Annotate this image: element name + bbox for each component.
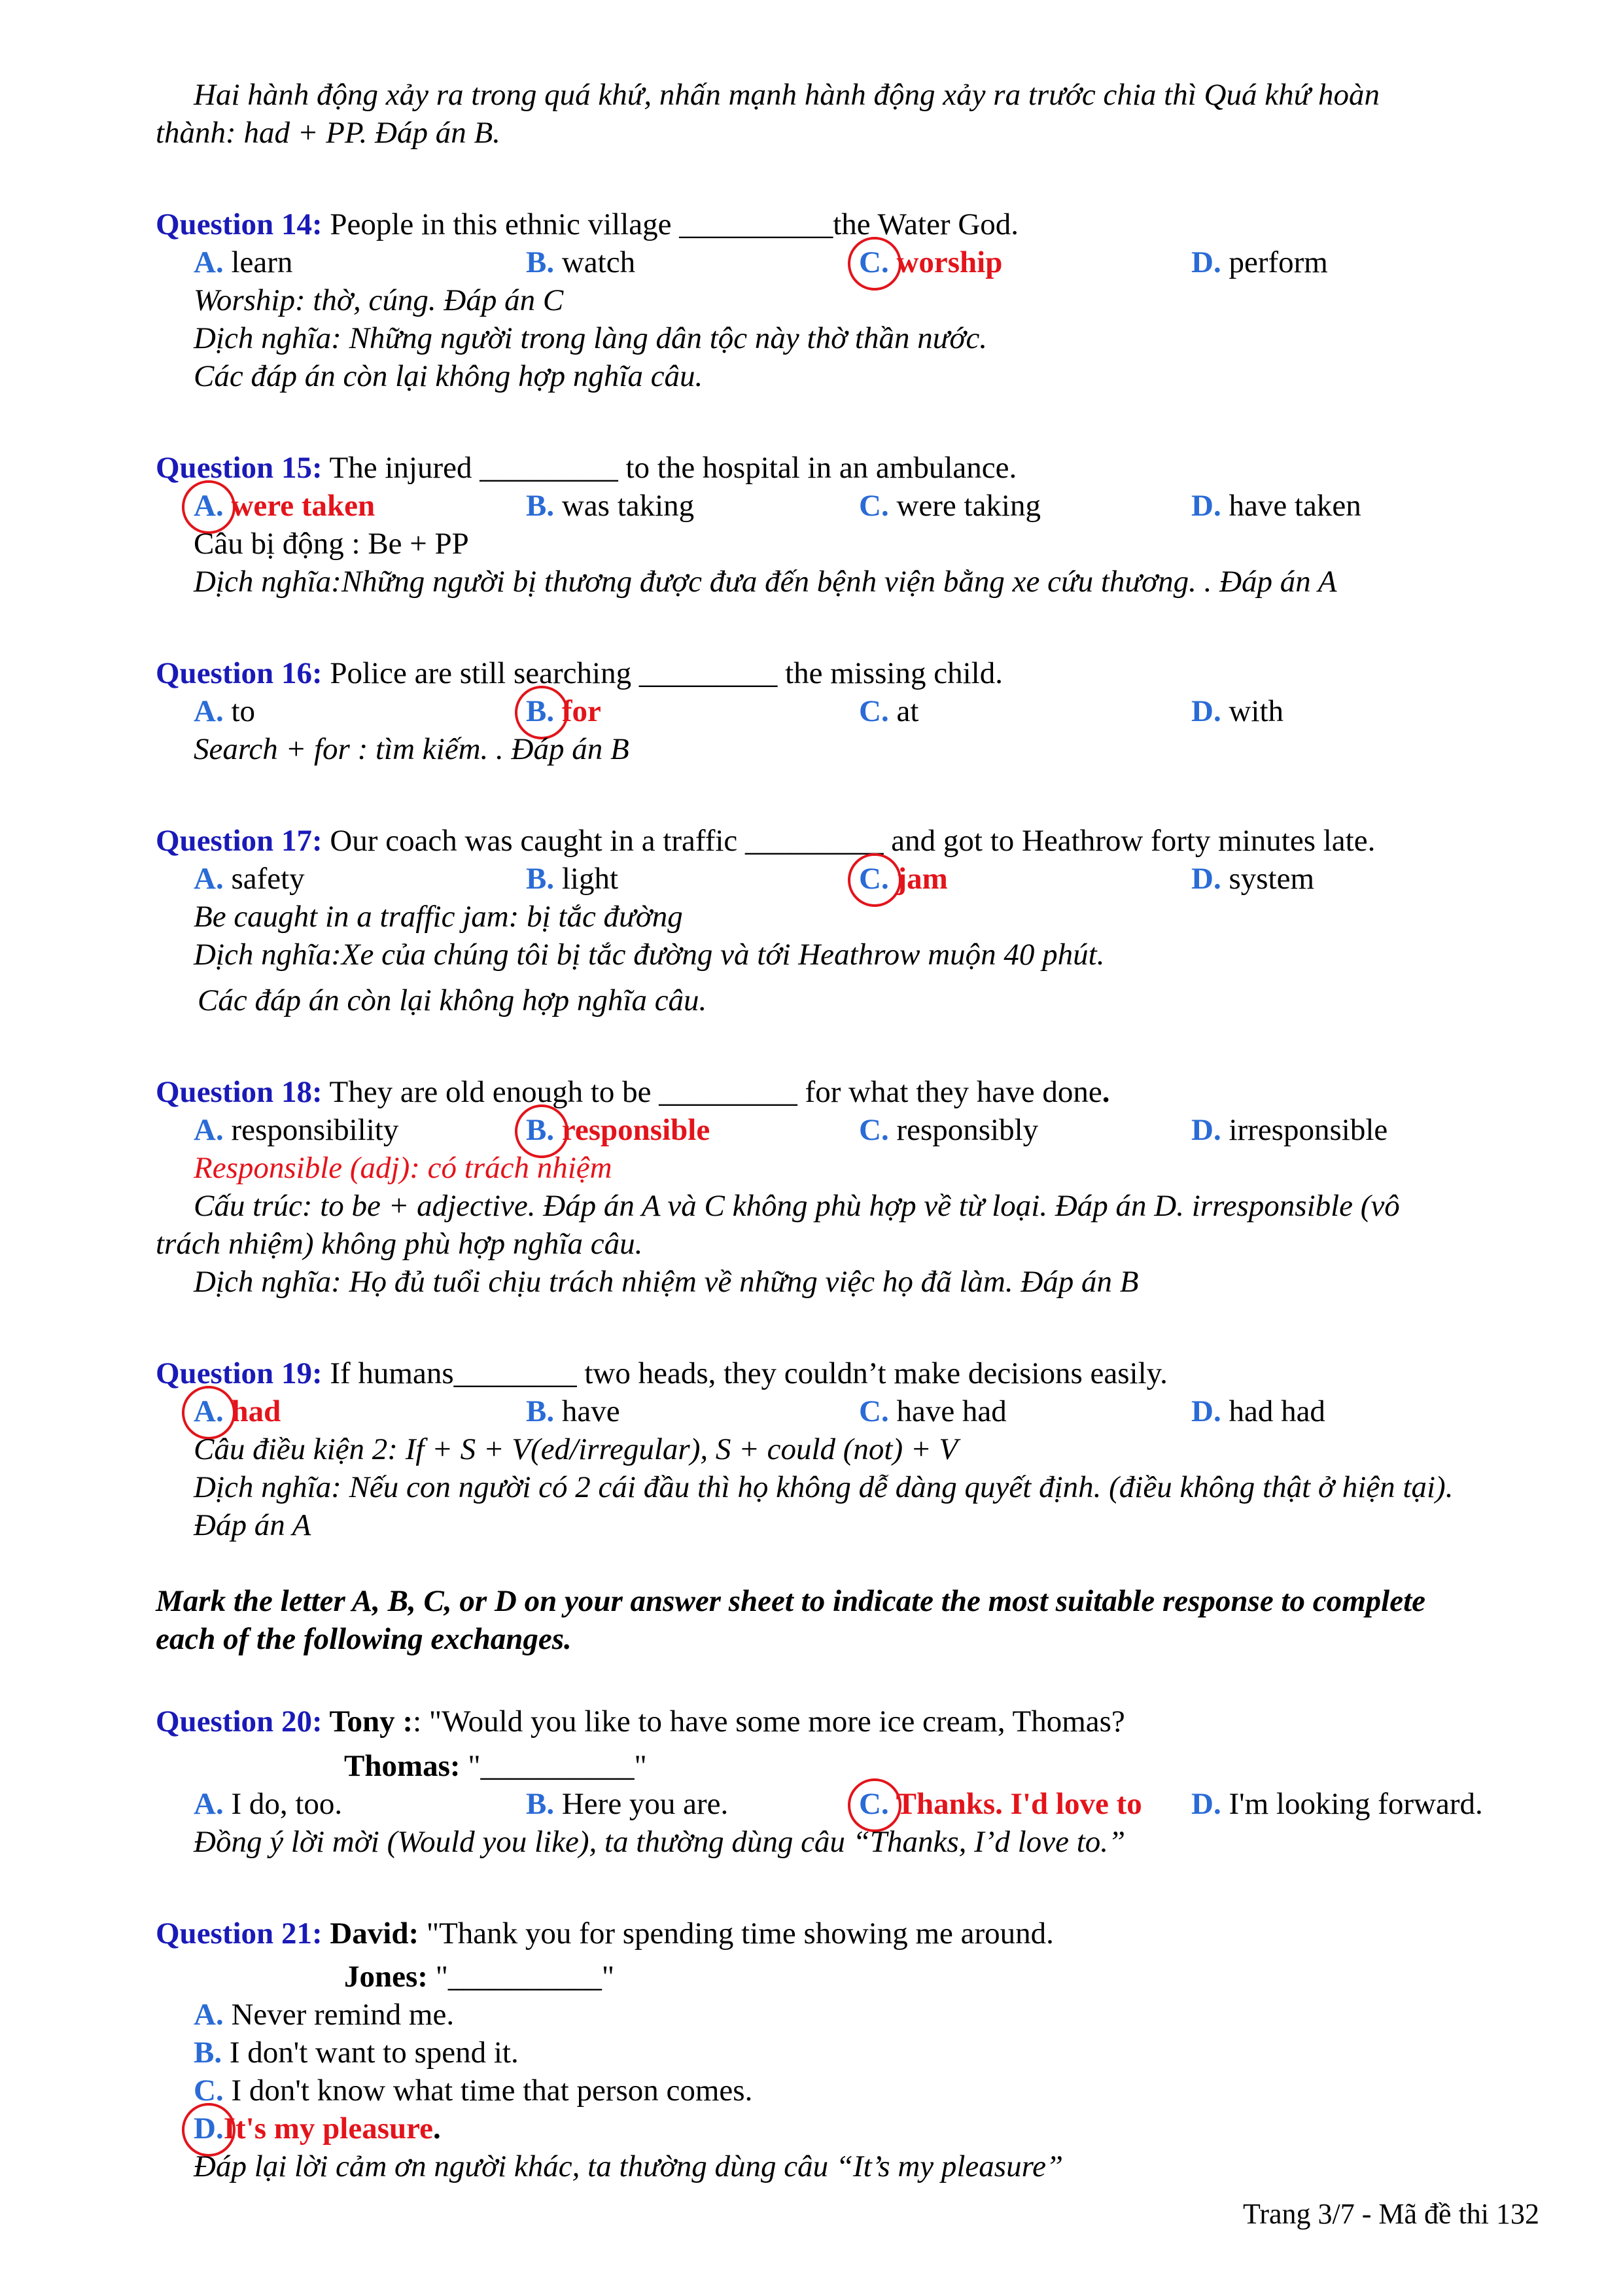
explanation-line: Các đáp án còn lại không hợp nghĩa câu. — [198, 983, 707, 1017]
explanation-line: Các đáp án còn lại không hợp nghĩa câu. — [194, 359, 703, 393]
option-b: B. have — [526, 1394, 620, 1428]
question-17 — [156, 826, 1375, 857]
option-d: D. irresponsible — [1191, 1113, 1388, 1147]
option-d: D. perform — [1191, 245, 1328, 279]
answer-circle — [182, 2103, 236, 2157]
question-stem: If humans________ two heads, they couldn’t make decisions easily. — [322, 1356, 1168, 1390]
question-label: Question 14: — [156, 207, 323, 241]
option-d: D. had had — [1191, 1394, 1325, 1428]
intro-line-2: thành: had + PP. Đáp án B. — [156, 116, 500, 150]
option-a-correct: A. had — [194, 1394, 281, 1428]
explanation-line-highlight: Responsible (adj): có trách nhiệm — [194, 1151, 612, 1185]
explanation-line: trách nhiệm) không phù hợp nghĩa câu. — [156, 1227, 643, 1261]
answer-circle — [182, 480, 236, 534]
answer-circle — [848, 237, 901, 291]
question-label: Question 20: — [156, 1704, 323, 1739]
option-c: C. have had — [859, 1394, 1007, 1428]
explanation-line: Be caught in a traffic jam: bị tắc đường — [194, 900, 683, 934]
explanation-line: Câu điều kiện 2: If + S + V(ed/irregular), S + could (not) + V — [194, 1432, 958, 1466]
option-a: A. responsibility — [194, 1113, 399, 1147]
option-b: B. Here you are. — [526, 1787, 729, 1821]
option-c: C. at — [859, 694, 919, 728]
speaker-name: Jones: — [344, 1960, 428, 1994]
option-c: C. I don't know what time that person comes. — [194, 2074, 753, 2108]
speaker-text: : "Would you like to have some more ice cream, Thomas? — [413, 1704, 1125, 1739]
response-line — [344, 1962, 614, 1992]
speaker-name: Tony — [322, 1704, 395, 1739]
question-stem: Police are still searching _________ the missing child. — [322, 656, 1003, 690]
option-d-correct: D.It's my pleasure. — [194, 2111, 441, 2146]
speaker-name: Thomas: — [344, 1749, 461, 1783]
question-label: Question 16: — [156, 656, 323, 690]
question-label: Question 21: — [156, 1916, 323, 1951]
answer-circle — [515, 1104, 568, 1158]
explanation-line: Đồng ý lời mời (Would you like), ta thường dùng câu “Thanks, I’d love to.” — [194, 1825, 1126, 1859]
answer-circle — [848, 1778, 901, 1832]
explanation-line: Dịch nghĩa: Nếu con người có 2 cái đầu thì họ không dễ dàng quyết định. (điều không thật ở hiện tại). — [194, 1470, 1454, 1504]
question-15 — [156, 453, 1017, 484]
explanation-line: Dịch nghĩa: Những người trong làng dân tộc này thờ thần nước. — [194, 321, 988, 355]
option-b-correct: B. for — [526, 694, 601, 728]
option-a: A. I do, too. — [194, 1787, 343, 1821]
question-label: Question 15: — [156, 451, 323, 485]
response-blank: "__________" — [427, 1960, 615, 1994]
explanation-line: Worship: thờ, cúng. Đáp án C — [194, 283, 564, 317]
question-16 — [156, 658, 1003, 689]
option-c-correct: C. worship — [859, 245, 1003, 279]
option-a: A. Never remind me. — [194, 1998, 455, 2032]
option-a-correct: A. were taken — [194, 489, 375, 523]
option-d: D. I'm looking forward. — [1191, 1787, 1483, 1821]
question-20: Question 20: Tony :: "Would you like to have some more ice cream, Thomas? — [156, 1704, 1125, 1739]
option-b: B. I don't want to spend it. — [194, 2036, 519, 2070]
option-c-correct: C. Thanks. I'd love to — [859, 1787, 1142, 1821]
question-stem: Our coach was caught in a traffic _________ and got to Heathrow forty minutes late. — [322, 824, 1376, 858]
question-label: Question 18: — [156, 1075, 323, 1109]
option-c-correct: C. jam — [859, 862, 948, 896]
response-line — [344, 1751, 647, 1782]
speaker-text: "Thank you for spending time showing me around. — [419, 1916, 1054, 1951]
question-19 — [156, 1358, 1168, 1389]
option-c: C. were taking — [859, 489, 1041, 523]
option-a: A. learn — [194, 245, 293, 279]
answer-circle — [182, 1386, 236, 1439]
question-label: Question 19: — [156, 1356, 323, 1390]
response-blank: "__________" — [460, 1749, 647, 1783]
section-instruction-line-2: each of the following exchanges. — [156, 1622, 572, 1656]
intro-line-1: Hai hành động xảy ra trong quá khứ, nhấn mạnh hành động xảy ra trước chia thì Quá khứ hoàn — [194, 78, 1380, 112]
option-c: C. responsibly — [859, 1113, 1039, 1147]
question-21 — [156, 1918, 1054, 1949]
explanation-line: Dịch nghĩa:Những người bị thương được đưa đến bệnh viện bằng xe cứu thương. . Đáp án A — [194, 565, 1337, 599]
answer-circle — [848, 853, 901, 907]
option-b-correct: B. responsible — [526, 1113, 710, 1147]
option-b: B. light — [526, 862, 619, 896]
option-d: D. have taken — [1191, 489, 1361, 523]
explanation-line: Cấu trúc: to be + adjective. Đáp án A và C không phù hợp về từ loại. Đáp án D. irresponsible (vô — [194, 1189, 1400, 1223]
option-a: A. safety — [194, 862, 305, 896]
answer-circle — [515, 686, 568, 739]
question-stem: They are old enough to be _________ for what they have done — [322, 1075, 1102, 1109]
option-b: B. watch — [526, 245, 636, 279]
explanation-line: Search + for : tìm kiếm. . Đáp án B — [194, 732, 629, 766]
option-d: D. system — [1191, 862, 1315, 896]
question-stem: People in this ethnic village __________the Water God. — [322, 207, 1019, 241]
speaker-name: David: — [322, 1916, 419, 1951]
explanation-line: Câu bị động : Be + PP — [194, 527, 469, 561]
question-label: Question 17: — [156, 824, 323, 858]
explanation-line: Đáp án A — [194, 1508, 311, 1542]
question-14 — [156, 209, 1019, 240]
option-a: A. to — [194, 694, 256, 728]
section-instruction-line-1: Mark the letter A, B, C, or D on your answer sheet to indicate the most suitable response to complete — [156, 1584, 1425, 1618]
question-18: Question 18: They are old enough to be _________ for what they have done. — [156, 1075, 1110, 1109]
option-d: D. with — [1191, 694, 1284, 728]
explanation-line: Đáp lại lời cảm ơn người khác, ta thường dùng câu “It’s my pleasure” — [194, 2149, 1064, 2183]
question-stem: The injured _________ to the hospital in an ambulance. — [322, 451, 1017, 485]
option-b: B. was taking — [526, 489, 695, 523]
page-footer: Trang 3/7 - Mã đề thi 132 — [1243, 2198, 1540, 2230]
explanation-line: Dịch nghĩa:Xe của chúng tôi bị tắc đường và tới Heathrow muộn 40 phút. — [194, 938, 1105, 972]
explanation-line: Dịch nghĩa: Họ đủ tuổi chịu trách nhiệm về những việc họ đã làm. Đáp án B — [194, 1265, 1139, 1299]
